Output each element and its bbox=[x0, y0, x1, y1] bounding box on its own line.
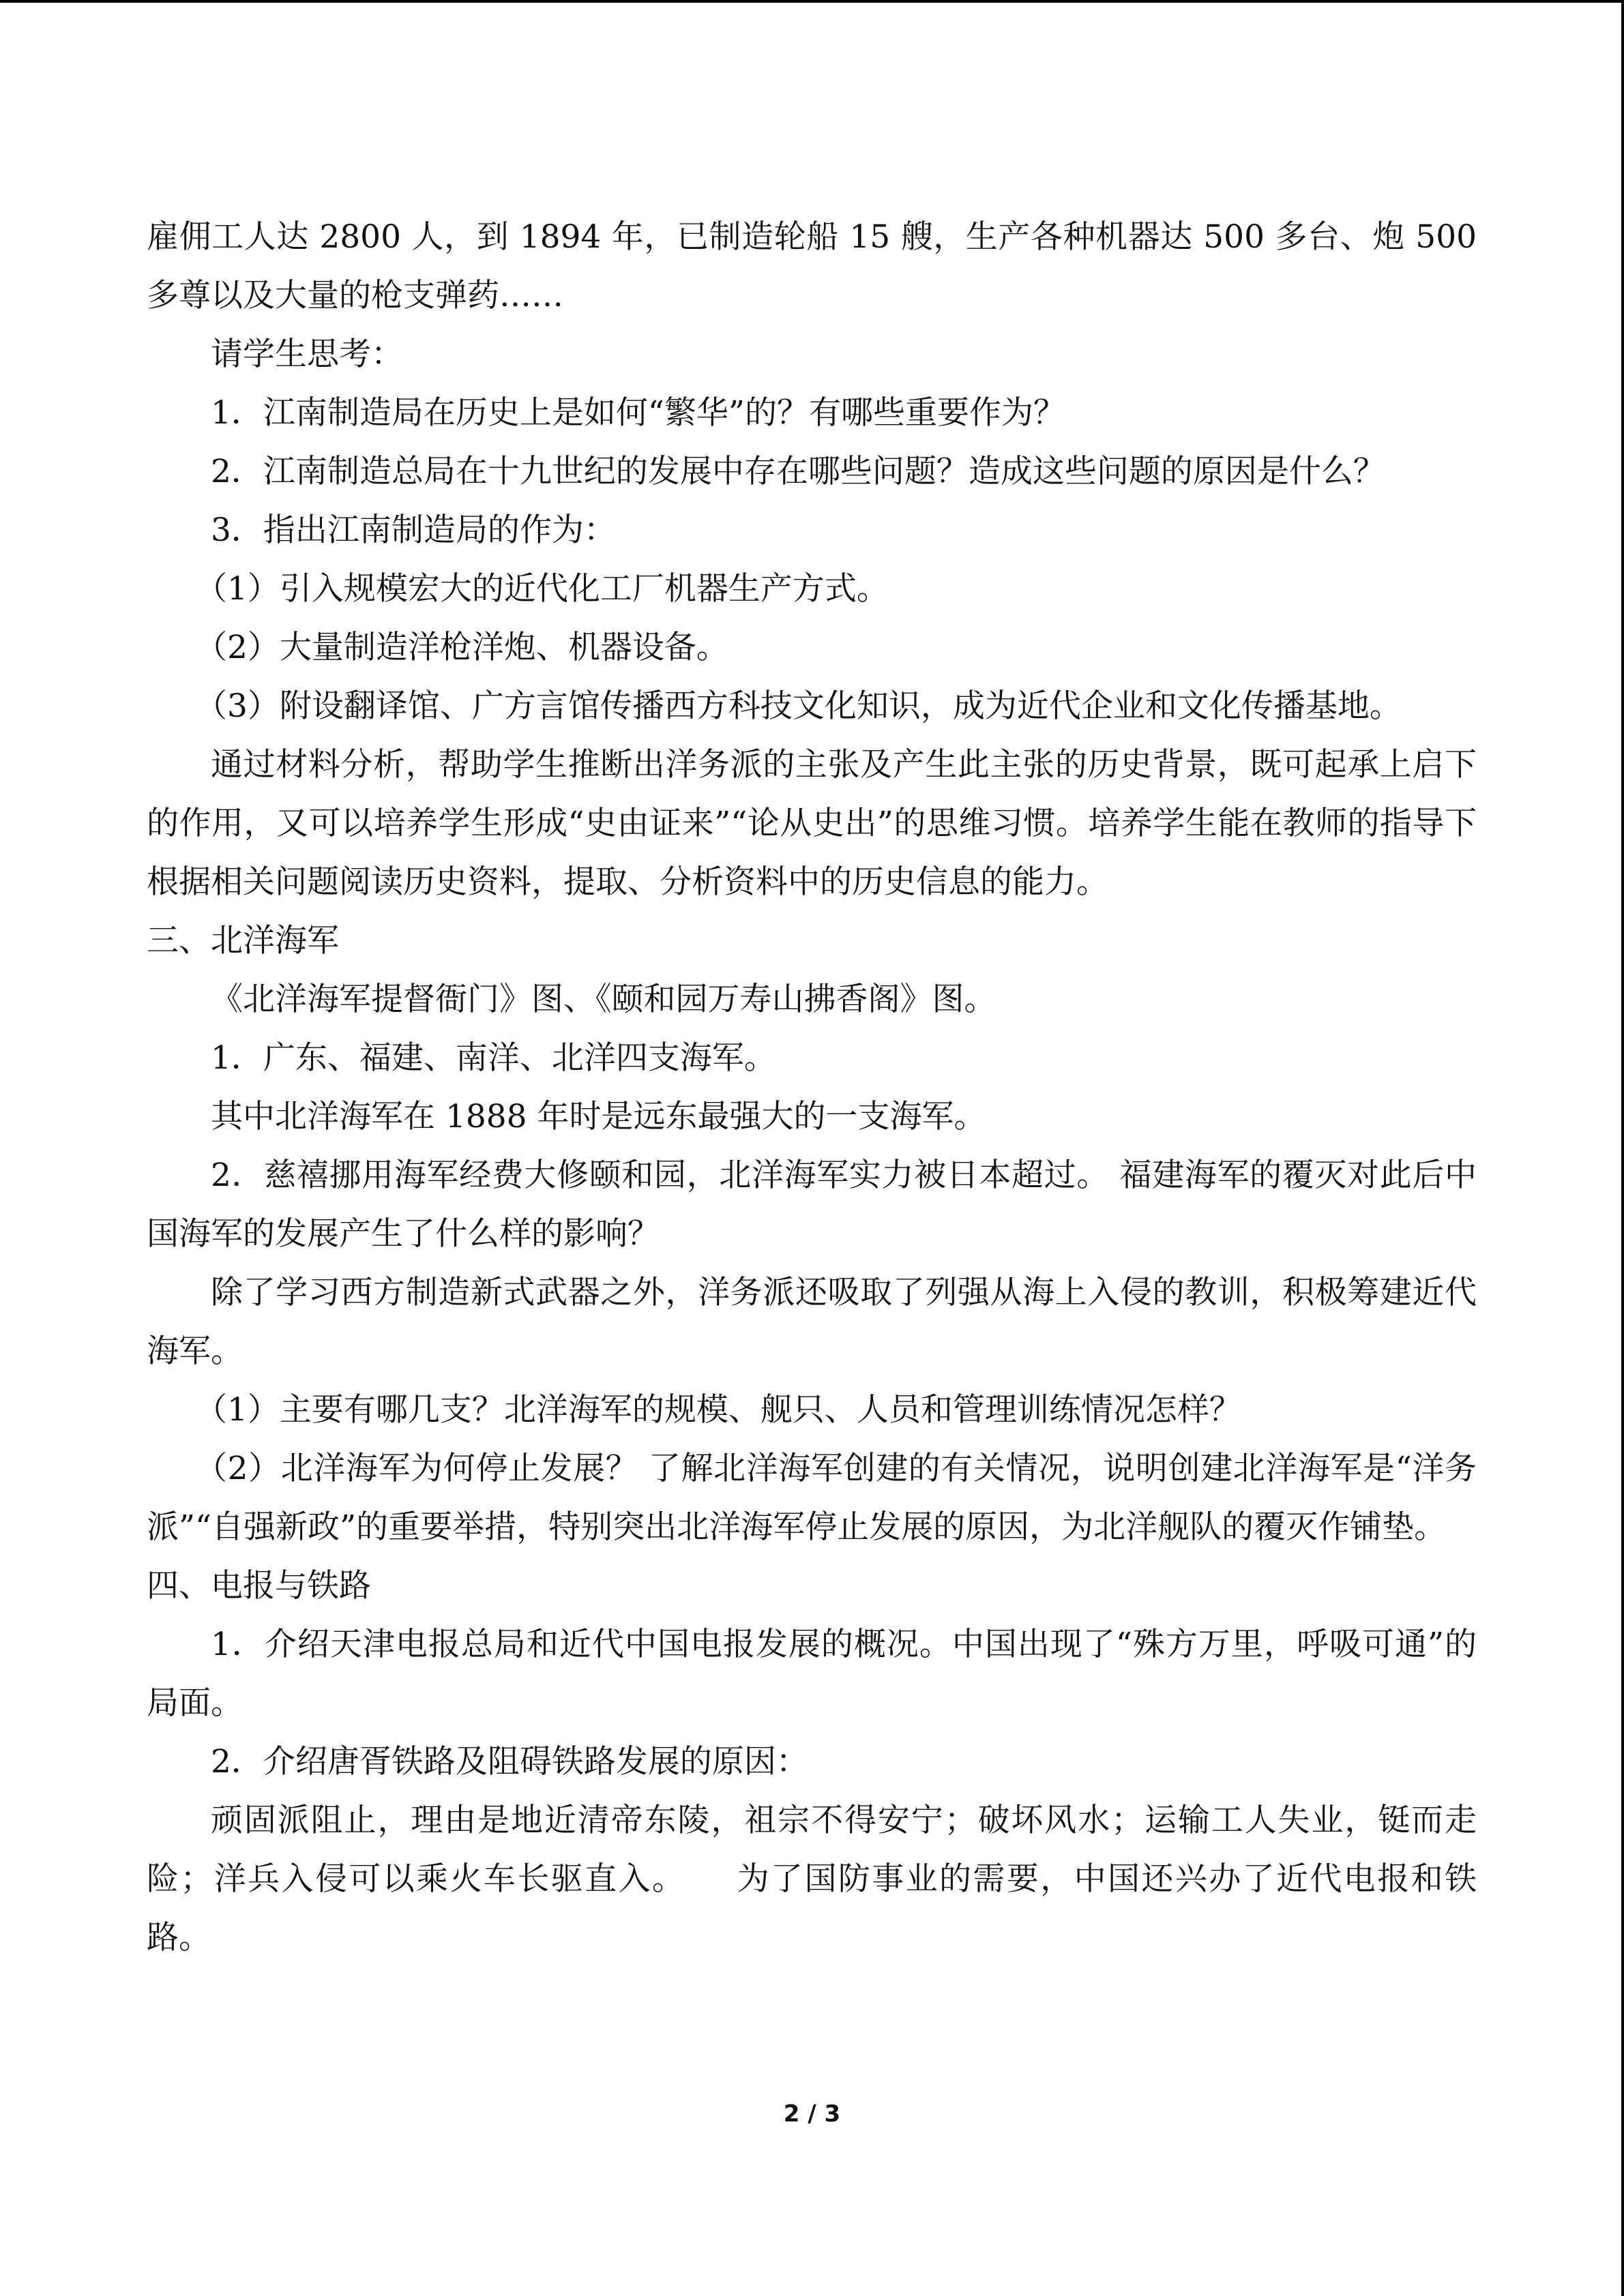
document-body bbox=[147, 208, 1477, 1967]
list-item: 2．介绍唐胥铁路及阻碍铁路发展的原因： bbox=[211, 1743, 808, 1780]
section-heading: 三、北洋海军 bbox=[147, 922, 339, 959]
paragraph: 请学生思考： bbox=[211, 336, 403, 373]
page-border-top bbox=[0, 0, 1624, 3]
paragraph: 《北洋海军提督衙门》图、《颐和园万寿山拂香阁》图。 bbox=[211, 981, 996, 1018]
paragraph: 通过材料分析，帮助学生推断出洋务派的主张及产生此主张的历史背景，既可起承上启下的作用，又可以培养学生形成“史由证来”“论从史出”的思维习惯。培养学生能在教师的指导下根据相关问题阅读历史资料，提取、分析资料中的历史信息的能力。 bbox=[147, 746, 1477, 901]
paragraph: 除了学习西方制造新式武器之外，洋务派还吸取了列强从海上入侵的教训，积极筹建近代海军。 bbox=[147, 1274, 1477, 1370]
list-item: 1．江南制造局在历史上是如何“繁华”的？有哪些重要作为？ bbox=[211, 394, 1065, 432]
page-border-right bbox=[1621, 0, 1624, 2296]
sub-list-item: （1）主要有哪几支？北洋海军的规模、舰只、人员和管理训练情况怎样？ bbox=[195, 1391, 1241, 1429]
list-item: 2．江南制造总局在十九世纪的发展中存在哪些问题？造成这些问题的原因是什么？ bbox=[211, 453, 1385, 490]
section-heading: 四、电报与铁路 bbox=[147, 1567, 371, 1605]
list-item: 1．广东、福建、南洋、北洋四支海军。 bbox=[211, 1039, 776, 1077]
sub-list-item: （2）北洋海军为何停止发展？ 了解北洋海军创建的有关情况，说明创建北洋海军是“洋务派”“自强新政”的重要举措，特别突出北洋海军停止发展的原因，为北洋舰队的覆灭作铺垫。 bbox=[147, 1450, 1477, 1546]
list-item: 1．介绍天津电报总局和近代中国电报发展的概况。中国出现了“殊方万里，呼吸可通”的局面。 bbox=[147, 1626, 1477, 1722]
sub-list-item: （1）引入规模宏大的近代化工厂机器生产方式。 bbox=[195, 570, 889, 608]
page-number: 2 / 3 bbox=[783, 2100, 841, 2128]
paragraph: 其中北洋海军在 1888 年时是远东最强大的一支海军。 bbox=[211, 1098, 986, 1135]
sub-list-item: （3）附设翻译馆、广方言馆传播西方科技文化知识，成为近代企业和文化传播基地。 bbox=[195, 687, 1402, 725]
paragraph: 顽固派阻止，理由是地近清帝东陵，祖宗不得安宁；破坏风水；运输工人失业，铤而走险；洋兵入侵可以乘火车长驱直入。 为了国防事业的需要，中国还兴办了近代电报和铁路。 bbox=[147, 1802, 1477, 1956]
paragraph: 雇佣工人达 2800 人，到 1894 年，已制造轮船 15 艘，生产各种机器达 500 多台、炮 500 多尊以及大量的枪支弹药…… bbox=[147, 218, 1477, 314]
sub-list-item: （2）大量制造洋枪洋炮、机器设备。 bbox=[195, 629, 728, 666]
list-item: 3．指出江南制造局的作为： bbox=[211, 511, 616, 549]
list-item: 2．慈禧挪用海军经费大修颐和园，北洋海军实力被日本超过。 福建海军的覆灭对此后中国海军的发展产生了什么样的影响？ bbox=[147, 1157, 1477, 1253]
